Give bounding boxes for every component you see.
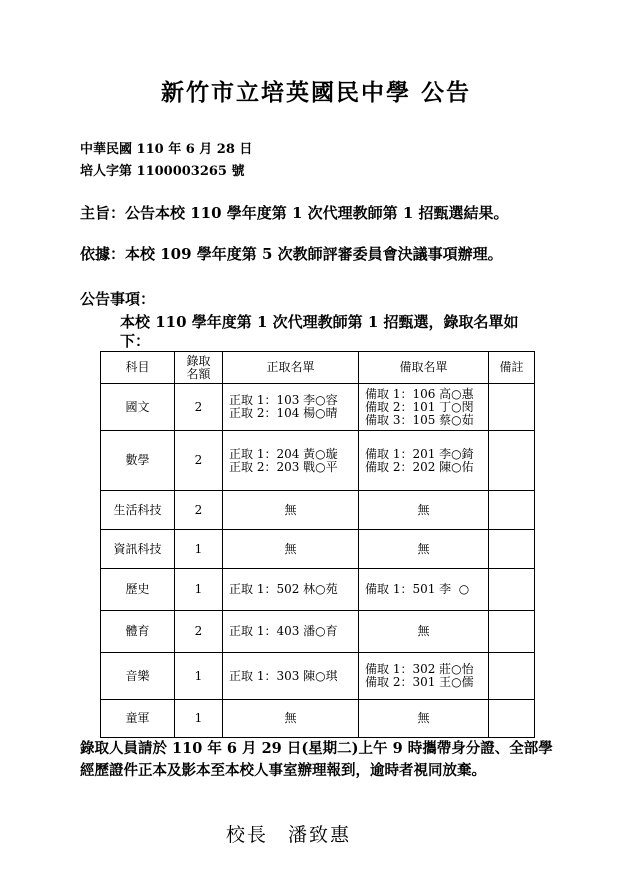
cell-quota: 1 xyxy=(175,653,223,700)
cell-subject: 資訊科技 xyxy=(101,530,175,569)
cell-standby: 無 xyxy=(359,491,489,530)
cell-quota: 1 xyxy=(175,530,223,569)
principal-signature xyxy=(226,820,371,847)
cell-subject: 生活科技 xyxy=(101,491,175,530)
table-row xyxy=(101,530,535,569)
cell-remarks xyxy=(489,491,535,530)
table-header-row xyxy=(101,352,535,384)
cell-admitted: 無 xyxy=(223,700,359,738)
principal-name: 潘致惠 xyxy=(288,824,352,846)
issue-date: 中華民國 110 年 6 月 28 日 xyxy=(80,142,253,157)
subject-line: 主旨：公告本校 110 學年度第 1 次代理教師第 1 招甄選結果。 xyxy=(80,204,509,222)
principal-label: 校長 xyxy=(226,824,269,846)
cell-admitted: 正取 1：403 潘○育 xyxy=(223,611,359,653)
cell-subject: 歷史 xyxy=(101,569,175,611)
cell-quota: 1 xyxy=(175,700,223,738)
cell-admitted: 無 xyxy=(223,530,359,569)
items-heading: 公告事項： xyxy=(80,290,156,308)
table-row xyxy=(101,384,535,431)
table-row xyxy=(101,491,535,530)
table-row xyxy=(101,611,535,653)
cell-subject: 國文 xyxy=(101,384,175,431)
table-row xyxy=(101,569,535,611)
header-standby: 備取名單 xyxy=(359,352,489,384)
cell-admitted: 正取 1：204 黃○璇 正取 2：203 戰○平 xyxy=(223,431,359,491)
cell-remarks xyxy=(489,431,535,491)
items-text-line1: 本校 110 學年度第 1 次代理教師第 1 招甄選，錄取名單如 xyxy=(120,313,519,331)
header-remarks: 備註 xyxy=(489,352,535,384)
cell-remarks xyxy=(489,569,535,611)
table-row xyxy=(101,653,535,700)
header-subject: 科目 xyxy=(101,352,175,384)
cell-quota: 2 xyxy=(175,491,223,530)
cell-remarks xyxy=(489,700,535,738)
cell-remarks xyxy=(489,530,535,569)
cell-quota: 2 xyxy=(175,431,223,491)
table-row xyxy=(101,700,535,738)
header-admitted: 正取名單 xyxy=(223,352,359,384)
cell-admitted: 正取 1：303 陳○琪 xyxy=(223,653,359,700)
results-table xyxy=(100,351,535,738)
cell-standby: 備取 1：106 高○惠 備取 2：101 丁○閔 備取 3：105 蔡○茹 xyxy=(359,384,489,431)
cell-admitted: 正取 1：103 李○容 正取 2：104 楊○晴 xyxy=(223,384,359,431)
cell-standby: 無 xyxy=(359,530,489,569)
cell-subject: 音樂 xyxy=(101,653,175,700)
cell-quota: 2 xyxy=(175,384,223,431)
cell-standby: 備取 1：302 莊○怡 備取 2：301 王○儒 xyxy=(359,653,489,700)
cell-remarks xyxy=(489,611,535,653)
cell-quota: 2 xyxy=(175,611,223,653)
page-title: 新竹市立培英國民中學 公告 xyxy=(160,79,471,106)
cell-subject: 體育 xyxy=(101,611,175,653)
cell-subject: 童軍 xyxy=(101,700,175,738)
reporting-instructions: 錄取人員請於 110 年 6 月 29 日(星期二)上午 9 時攜帶身分證、全部學經歷證件正本及影本至本校人事室辦理報到，逾時者視同放棄。 xyxy=(80,740,553,779)
cell-remarks xyxy=(489,384,535,431)
basis-line: 依據：本校 109 學年度第 5 次教師評審委員會決議事項辦理。 xyxy=(80,245,503,263)
cell-quota: 1 xyxy=(175,569,223,611)
cell-standby: 備取 1：501 李 ○ xyxy=(359,569,489,611)
cell-remarks xyxy=(489,653,535,700)
cell-admitted: 無 xyxy=(223,491,359,530)
document-number: 培人字第 1100003265 號 xyxy=(80,164,245,179)
cell-standby: 無 xyxy=(359,700,489,738)
header-quota: 錄取 名額 xyxy=(175,352,223,384)
cell-standby: 無 xyxy=(359,611,489,653)
table-row xyxy=(101,431,535,491)
cell-admitted: 正取 1：502 林○苑 xyxy=(223,569,359,611)
cell-standby: 備取 1：201 李○錡 備取 2：202 陳○佑 xyxy=(359,431,489,491)
cell-subject: 數學 xyxy=(101,431,175,491)
items-text-line2: 下： xyxy=(120,332,151,350)
